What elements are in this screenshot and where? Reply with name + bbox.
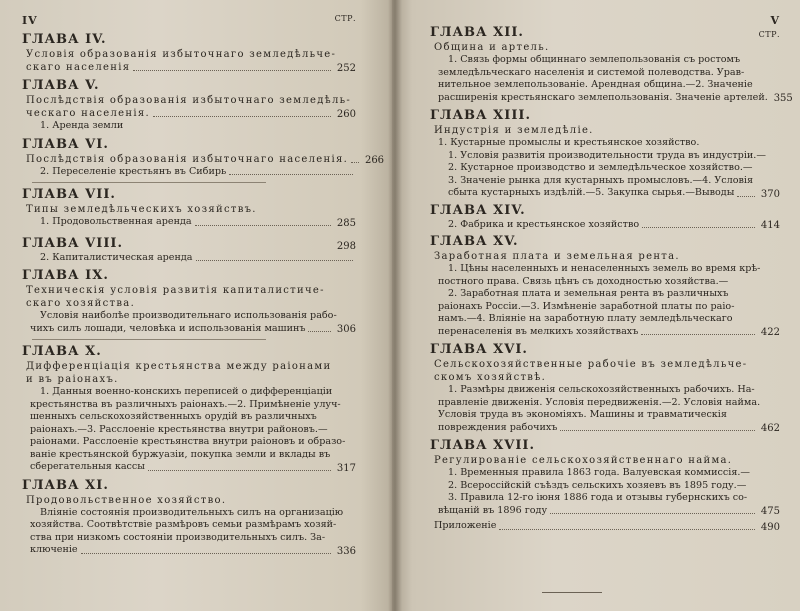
- toc-item: раіонами. Расслоеніе крестьянства внутри раіоновъ и образо-: [30, 436, 346, 447]
- chapter-title: ГЛАВА V.: [22, 78, 100, 93]
- toc-item: ваніе крестьянской буржуазіи, покупка земли и вклады въ: [30, 448, 331, 460]
- toc-item: 1. Цѣны населенныхъ и ненаселенныхъ земель во время крѣ-: [448, 263, 761, 274]
- chapter-subtitle: Индустрія и земледѣліе.: [434, 125, 594, 136]
- chapter-subtitle: Условія образованія избыточнаго земледѣльче-: [26, 49, 337, 60]
- chapter-xvi: [430, 342, 780, 434]
- toc-item: 1. Условія развитія производительности труда въ индустріи.—: [448, 149, 766, 161]
- page-ref: 285: [336, 217, 356, 229]
- chapter-subtitle: Община и артель.: [434, 42, 550, 53]
- chapter-subtitle: скомъ хозяйствѣ.: [434, 372, 547, 383]
- chapter-subtitle: скаго хозяйства.: [26, 298, 136, 309]
- chapter-xi: [22, 478, 356, 557]
- appendix-label: Приложеніе: [434, 520, 497, 531]
- left-page-number: IV: [22, 14, 38, 27]
- chapter-subtitle: Сельскохозяйственные рабочіе въ земледѣльче-: [434, 359, 748, 370]
- chapter-subtitle: Продовольственное хозяйство.: [26, 494, 227, 506]
- toc-item: повреждения рабочихъ: [438, 421, 558, 433]
- chapter-subtitle: Послѣдствія образованія избыточнаго земледѣль-: [26, 95, 352, 106]
- page-ref: 414: [760, 220, 780, 231]
- chapter-title: ГЛАВА VIII.: [22, 235, 124, 251]
- chapter-title: ГЛАВА VI.: [22, 136, 109, 152]
- chapter-title: ГЛАВА VII.: [22, 187, 116, 202]
- toc-item: 2. Переселеніе крестьянъ въ Сибирь: [40, 165, 227, 177]
- chapter-title: ГЛАВА IX.: [22, 268, 109, 283]
- chapter-v: [22, 78, 356, 133]
- chapter-viii: [22, 233, 356, 265]
- chapter-x: [22, 344, 356, 474]
- toc-item: 3. Правила 12-го іюня 1886 года и отзывы губернскихъ со-: [448, 492, 748, 503]
- chapter-vii: [22, 187, 356, 229]
- chapter-xii: [430, 22, 793, 104]
- chapter-title: ГЛАВА XVII.: [430, 438, 536, 453]
- chapter-subtitle: Техническія условія развитія капиталистиче-: [26, 285, 325, 296]
- chapter-subtitle: Дифференціація крестьянства между раіонами: [26, 361, 332, 372]
- page-ref: 306: [336, 324, 356, 335]
- chapter-subtitle: ческаго населенія.: [26, 108, 150, 119]
- chapter-vi: [22, 136, 385, 179]
- toc-item: 3. Значеніе рынка для кустарныхъ промысловъ.—4. Условія: [448, 174, 754, 186]
- toc-item: 1. Связь формы общиннаго землепользованія съ ростомъ: [448, 54, 741, 65]
- toc-item: вѣщаній въ 1896 году: [438, 504, 548, 516]
- toc-item: ства при низкомъ состояніи производительныхъ силъ. За-: [30, 531, 326, 543]
- toc-item: Вліяніе состоянія производительныхъ силъ на организацію: [40, 506, 344, 518]
- chapter-title: ГЛАВА XII.: [430, 25, 524, 40]
- chapter-xvii: [430, 438, 780, 517]
- chapter-title: ГЛАВА XI.: [22, 477, 109, 493]
- toc-item: правленіе движенія. Условія передвиженія.—2. Условія найма.: [438, 396, 761, 408]
- chapter-title: ГЛАВА XVI.: [430, 342, 528, 357]
- chapter-subtitle: Послѣдствія образованія избыточнаго населенія.: [26, 153, 349, 165]
- page-ref: 317: [336, 462, 356, 474]
- chapter-ix: [22, 268, 356, 335]
- toc-item: Условія наиболѣе производительнаго использованія рабо-: [40, 310, 337, 321]
- right-page-number: V: [770, 14, 780, 27]
- divider: [32, 182, 266, 183]
- toc-item: ключеніе: [30, 544, 78, 555]
- toc-item: 1. Аренда земли: [40, 120, 124, 131]
- toc-item: 2. Кустарное производство и земледѣльческое хозяйство.—: [448, 162, 753, 173]
- toc-item: сберегательныя кассы: [30, 461, 145, 472]
- page-ref: 370: [760, 188, 780, 200]
- toc-item: 1. Продовольственная аренда: [40, 216, 192, 227]
- chapter-subtitle: скаго населенія: [26, 62, 131, 73]
- chapter-subtitle: и въ раіонахъ.: [26, 374, 119, 385]
- page-ref: 336: [336, 545, 356, 557]
- page-ref: 490: [760, 521, 780, 533]
- toc-item: Условія труда въ экономіяхъ. Машины и травматическія: [438, 409, 727, 420]
- toc-item: нительное землепользованіе. Арендная община.—2. Значеніе: [438, 79, 753, 90]
- toc-item: 1. Кустарные промыслы и крестьянское хозяйство.: [438, 137, 700, 148]
- page-ref: 298: [336, 240, 356, 252]
- page-ref: 260: [336, 109, 356, 120]
- appendix-entry: [430, 520, 780, 533]
- toc-item: намъ.—4. Вліяніе на заработную плату земледѣльческаго: [438, 313, 733, 324]
- page-ref: 422: [760, 327, 780, 338]
- toc-item: чихъ силъ лошади, человѣка и использованія машинъ: [30, 322, 306, 334]
- chapter-xv: [430, 234, 780, 338]
- toc-item: 1. Размѣры движенія сельскохозяйственныхъ рабочихъ. На-: [448, 384, 755, 395]
- chapter-title: ГЛАВА IV.: [22, 32, 107, 47]
- toc-item: 1. Временныя правила 1863 года. Валуевская коммиссія.—: [448, 467, 751, 478]
- toc-item: постного права. Связь цѣнъ съ доходностью хозяйства.—: [438, 275, 729, 287]
- page-ref: 355: [773, 93, 793, 104]
- chapter-subtitle: Регулированіе сельскохозяйственнаго найма.: [434, 455, 733, 466]
- toc-item: расширенія крестьянскаго землепользованія. Значеніе артелей.: [438, 91, 768, 103]
- toc-item: земледѣльческаго населенія и системой полеводства. Урав-: [438, 66, 745, 78]
- page-ref: 266: [364, 154, 385, 166]
- toc-item: раіонахъ Россіи.—3. Измѣненіе заработной платы по раіо-: [438, 300, 735, 312]
- right-page-header-label: СТР.: [758, 30, 780, 39]
- toc-item: сбыта кустарныхъ издѣлій.—5. Закупка сырья.—Выводы: [448, 187, 735, 198]
- chapter-title: ГЛАВА X.: [22, 344, 102, 359]
- toc-item: 1. Данныя военно-конскихъ переписей о дифференціаціи: [40, 386, 333, 397]
- left-page: [0, 0, 392, 611]
- chapter-title: ГЛАВА XIV.: [430, 202, 526, 218]
- chapter-subtitle: Заработная плата и земельная рента.: [434, 251, 680, 262]
- toc-item: хозяйства. Соотвѣтствіе размѣровъ семьи размѣрамъ хозяй-: [30, 519, 337, 530]
- toc-item: крестьянства въ различныхъ раіонахъ.—2. Примѣненіе улуч-: [30, 398, 341, 410]
- chapter-iv: [22, 32, 356, 74]
- chapter-xiii: [430, 108, 780, 200]
- toc-item: 2. Всероссійскій съѣздъ сельскихъ хозяевъ въ 1895 году.—: [448, 479, 747, 491]
- toc-item: 2. Заработная плата и земельная рента въ различныхъ: [448, 288, 729, 299]
- chapter-subtitle: Типы земледѣльческихъ хозяйствъ.: [26, 204, 257, 215]
- left-page-header-label: СТР.: [334, 14, 356, 23]
- end-rule: [542, 592, 602, 593]
- toc-item: 2. Капиталистическая аренда: [40, 251, 193, 263]
- left-running-head: [22, 14, 356, 28]
- chapter-xiv: [430, 203, 780, 232]
- page-ref: 462: [760, 423, 780, 434]
- chapter-title: ГЛАВА XIII.: [430, 108, 532, 123]
- toc-item: шенныхъ сельскохозяйственныхъ орудій въ различныхъ: [30, 411, 317, 422]
- page-ref: 252: [336, 63, 356, 74]
- divider: [32, 339, 266, 340]
- toc-item: перенаселенія въ мелкихъ хозяйствахъ: [438, 325, 639, 337]
- right-page: [392, 0, 800, 611]
- page-ref: 475: [760, 506, 780, 517]
- toc-item: 2. Фабрика и крестьянское хозяйство: [448, 218, 640, 230]
- chapter-title: ГЛАВА XV.: [430, 234, 519, 249]
- toc-item: раіонахъ.—3. Расслоеніе крестьянства внутри районовъ.—: [30, 423, 328, 435]
